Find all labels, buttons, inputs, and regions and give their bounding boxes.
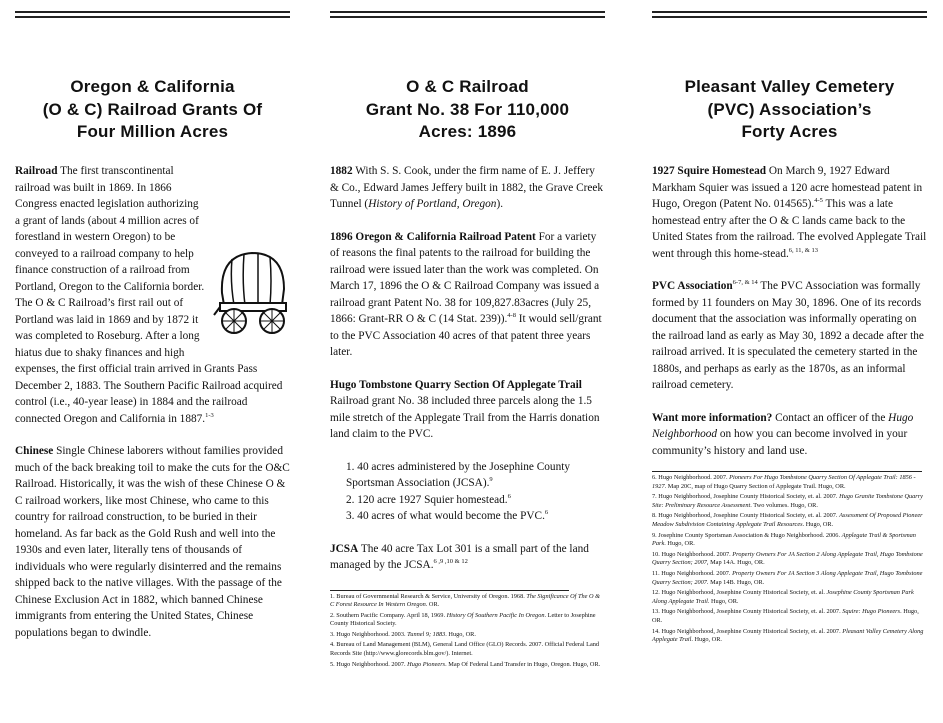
paragraph-more-info: Want more information? Contact an officer of the Hugo Neighborhood on how you can become involved in your community’s history and land use. bbox=[652, 411, 914, 457]
top-rule-2 bbox=[15, 16, 290, 18]
footnote: 11. Hugo Neighborhood. 2007. Property Owners For JA Section 3 Along Applegate Trail, Hugo Tombstone Quarry Section; 2007. Map 14B. Hugo, OR. bbox=[652, 569, 923, 586]
railroad-paragraph: Railroad The first transcontinental railroad was built in 1869. In 1866 Congress enacted legislation authorizing a grant of lands (about 4 million acres of forestland in western Oregon) to be conveyed to a railroad company to help finance construction of a railroad from Portland, Oregon to the California border. The O & C Railroad’s first rail out of Portland was laid in 1869 and by 1872 it was completed to Roseburg. After a long hiatus due to shaky finances and high expenses, the first official train arrived in Grants Pass December 2, 1883. The Southern Pacific Railroad acquired control (i.e., 40-year lease) in 1884 and the railroad connected Oregon and California in 1887.$^{1-3}$ bbox=[15, 163, 290, 427]
footnote: 9. Josephine County Sportsman Association & Hugo Neighborhood. 2006. Applegate Trail & Sportsman Park. Hugo, OR. bbox=[652, 531, 916, 548]
footnote: 10. Hugo Neighborhood. 2007. Property Owners For JA Section 2 Along Applegate Trail, Hugo Tombstone Quarry Section; 2007, Map 14A. Hugo, OR. bbox=[652, 550, 923, 567]
list-item: 1. 40 acres administered by the Josephine County Sportsman Association (JCSA).$^9$ bbox=[346, 460, 571, 489]
paragraph-jcsa: JCSA The 40 acre Tax Lot 301 is a small part of the land managed by the JCSA.$^{6 ,9 ,10 \& 12}$ bbox=[330, 542, 589, 571]
parcel-list bbox=[346, 459, 605, 525]
footnotes bbox=[330, 593, 605, 670]
footnote: 7. Hugo Neighborhood, Josephine County Historical Society, et. al. 2007. Hugo Granite Tombstone Quarry Site: Preliminary Resource Assessment. Two volumes. Hugo, OR. bbox=[652, 493, 923, 509]
top-rule-1 bbox=[330, 11, 605, 13]
column-3-title: Pleasant Valley Cemetery (PVC) Association’s Forty Acres bbox=[684, 77, 895, 141]
covered-wagon-icon bbox=[212, 245, 290, 343]
footnote: 13. Hugo Neighborhood, Josephine County Historical Society, et. al. 2007. Squire: Hugo Pioneers. Hugo, OR. bbox=[652, 608, 919, 624]
footnote: 2. Southern Pacific Company. April 18, 1969. History Of Southern Pacific In Oregon. Letter to Josephine County Historical Society. bbox=[330, 611, 596, 628]
footnote: 3. Hugo Neighborhood. 2003. Tunnel 9; 1883. Hugo, OR. bbox=[330, 630, 476, 638]
paragraph-association: PVC Association$^{6-7, \& 14}$ The PVC Association was formally formed by 11 founders on May 30, 1896. One of its records document that the association was informally operating on the railroad land as early as May 30, 1892 a decade after the railroad arrived. It is speculated the cemetery started in the 1880s, and perhaps as early as the 1870s, as an informal railroad cemetery. bbox=[652, 279, 924, 391]
paragraph-patent: 1896 Oregon & California Railroad Patent For a variety of reasons the final patents to the railroad for building the railroad were issued later than the work was completed. On March 17, 1896 the O & C Railroad Company was issued a railroad grant Patent No. 38 for 109,827.83acres (July 25, 1866: Grant-RR O & C (14 Stat. 239)).$^{4-8}$ It would sell/grant to the PVC Association 40 acres of that patent three years later. bbox=[330, 230, 602, 358]
footnote-rule bbox=[652, 471, 922, 472]
footnote: 8. Hugo Neighborhood, Josephine County Historical Society, et. al. 2007. Assessment Of Proposed Pioneer Meadow Subdivision Containing Applegate Trail Resources. Hugo, OR. bbox=[652, 512, 923, 528]
paragraph-quarry: Hugo Tombstone Quarry Section Of Applegate Trail Railroad grant No. 38 included three parcels along the 1.5 mile stretch of the Applegate Trail from the Harris donation land claim to the PVC. bbox=[330, 378, 600, 440]
top-rule-1 bbox=[15, 11, 290, 13]
top-rule-2 bbox=[330, 16, 605, 18]
footnote: 5. Hugo Neighborhood. 2007. Hugo Pioneers. Map Of Federal Land Transfer in Hugo, Oregon. Hugo, OR. bbox=[330, 660, 601, 668]
column-2-title: O & C Railroad Grant No. 38 For 110,000 Acres: 1896 bbox=[365, 77, 570, 141]
footnote: 4. Bureau of Land Management (BLM), General Land Office (GLO) Records. 2007. Official Federal Land Records Site (http://www.glorecords.blm.gov/). Internet. bbox=[330, 641, 600, 658]
list-item: 3. 40 acres of what would become the PVC.$^6$ bbox=[346, 509, 549, 522]
paragraph-homestead: 1927 Squire Homestead On March 9, 1927 Edward Markham Squier was issued a 120 acre homestead patent in Hugo, Oregon (Patent No. 014565).$^{4-5}$ This was a late homestead entry after the O & C lands came back to the United States from the railroad. The evolved Applegate Trail went through this home-stead.$^{6, 11, \& 13}$ bbox=[652, 165, 927, 260]
footnote: 6. Hugo Neighborhood. 2007. Pioneers For Hugo Tombstone Quarry Section Of Applegate Trail: 1856 - 1927. Map 20C, map of Hugo Quarry Section of Applegate Trail. Hugo, OR. bbox=[652, 474, 916, 490]
chinese-paragraph: Chinese Single Chinese laborers without families provided much of the back breaking toil to make the cuts for the O&C Railroad. Historically, it was the wish of these Chinese O & C railroad workers, like most Chinese, who came to this country for railroad construction, to be buried in their homeland. As far back as the Gold Rush and well into the 1930s and even later, literally tens of thousands of individuals who were regularly disinterred and the remains shipped back to the native villages. With the passage of the Chinese Exclusion Act in 1882, which banned Chinese immigrants from entering the United States, Chinese populations began to dwindle. bbox=[15, 445, 290, 639]
footnotes bbox=[652, 474, 927, 645]
column-1-body bbox=[15, 163, 290, 641]
column-2-body bbox=[330, 163, 605, 669]
top-rule-2 bbox=[652, 16, 927, 18]
footnote: 14. Hugo Neighborhood, Josephine County Historical Society, et. al. 2007. Pleasant Valley Cemetery Along Applegate Trail. Hugo, OR. bbox=[652, 627, 924, 644]
footnote: 12. Hugo Neighborhood, Josephine County Historical Society, et. al. Josephine County Sportsman Park Along Applegate Trail. Hugo, OR. bbox=[652, 589, 914, 605]
footnote-rule bbox=[330, 590, 569, 591]
paragraph-1882: 1882 With S. S. Cook, under the firm name of E. J. Jeffery & Co., Edward James Jeffery built in 1882, the Grave Creek Tunnel (History of Portland, Oregon). bbox=[330, 165, 604, 210]
column-1-title: Oregon & California (O & C) Railroad Grants Of Four Million Acres bbox=[42, 77, 263, 141]
column-3-body bbox=[652, 163, 927, 645]
list-item: 2. 120 acre 1927 Squier homestead.$^6$ bbox=[346, 492, 511, 506]
footnote: 1. Bureau of Governmental Research & Service, University of Oregon. 1968. The Significance Of The O & C Forest Resource In Western Oregon. OR. bbox=[330, 592, 601, 609]
top-rule-1 bbox=[652, 11, 927, 13]
